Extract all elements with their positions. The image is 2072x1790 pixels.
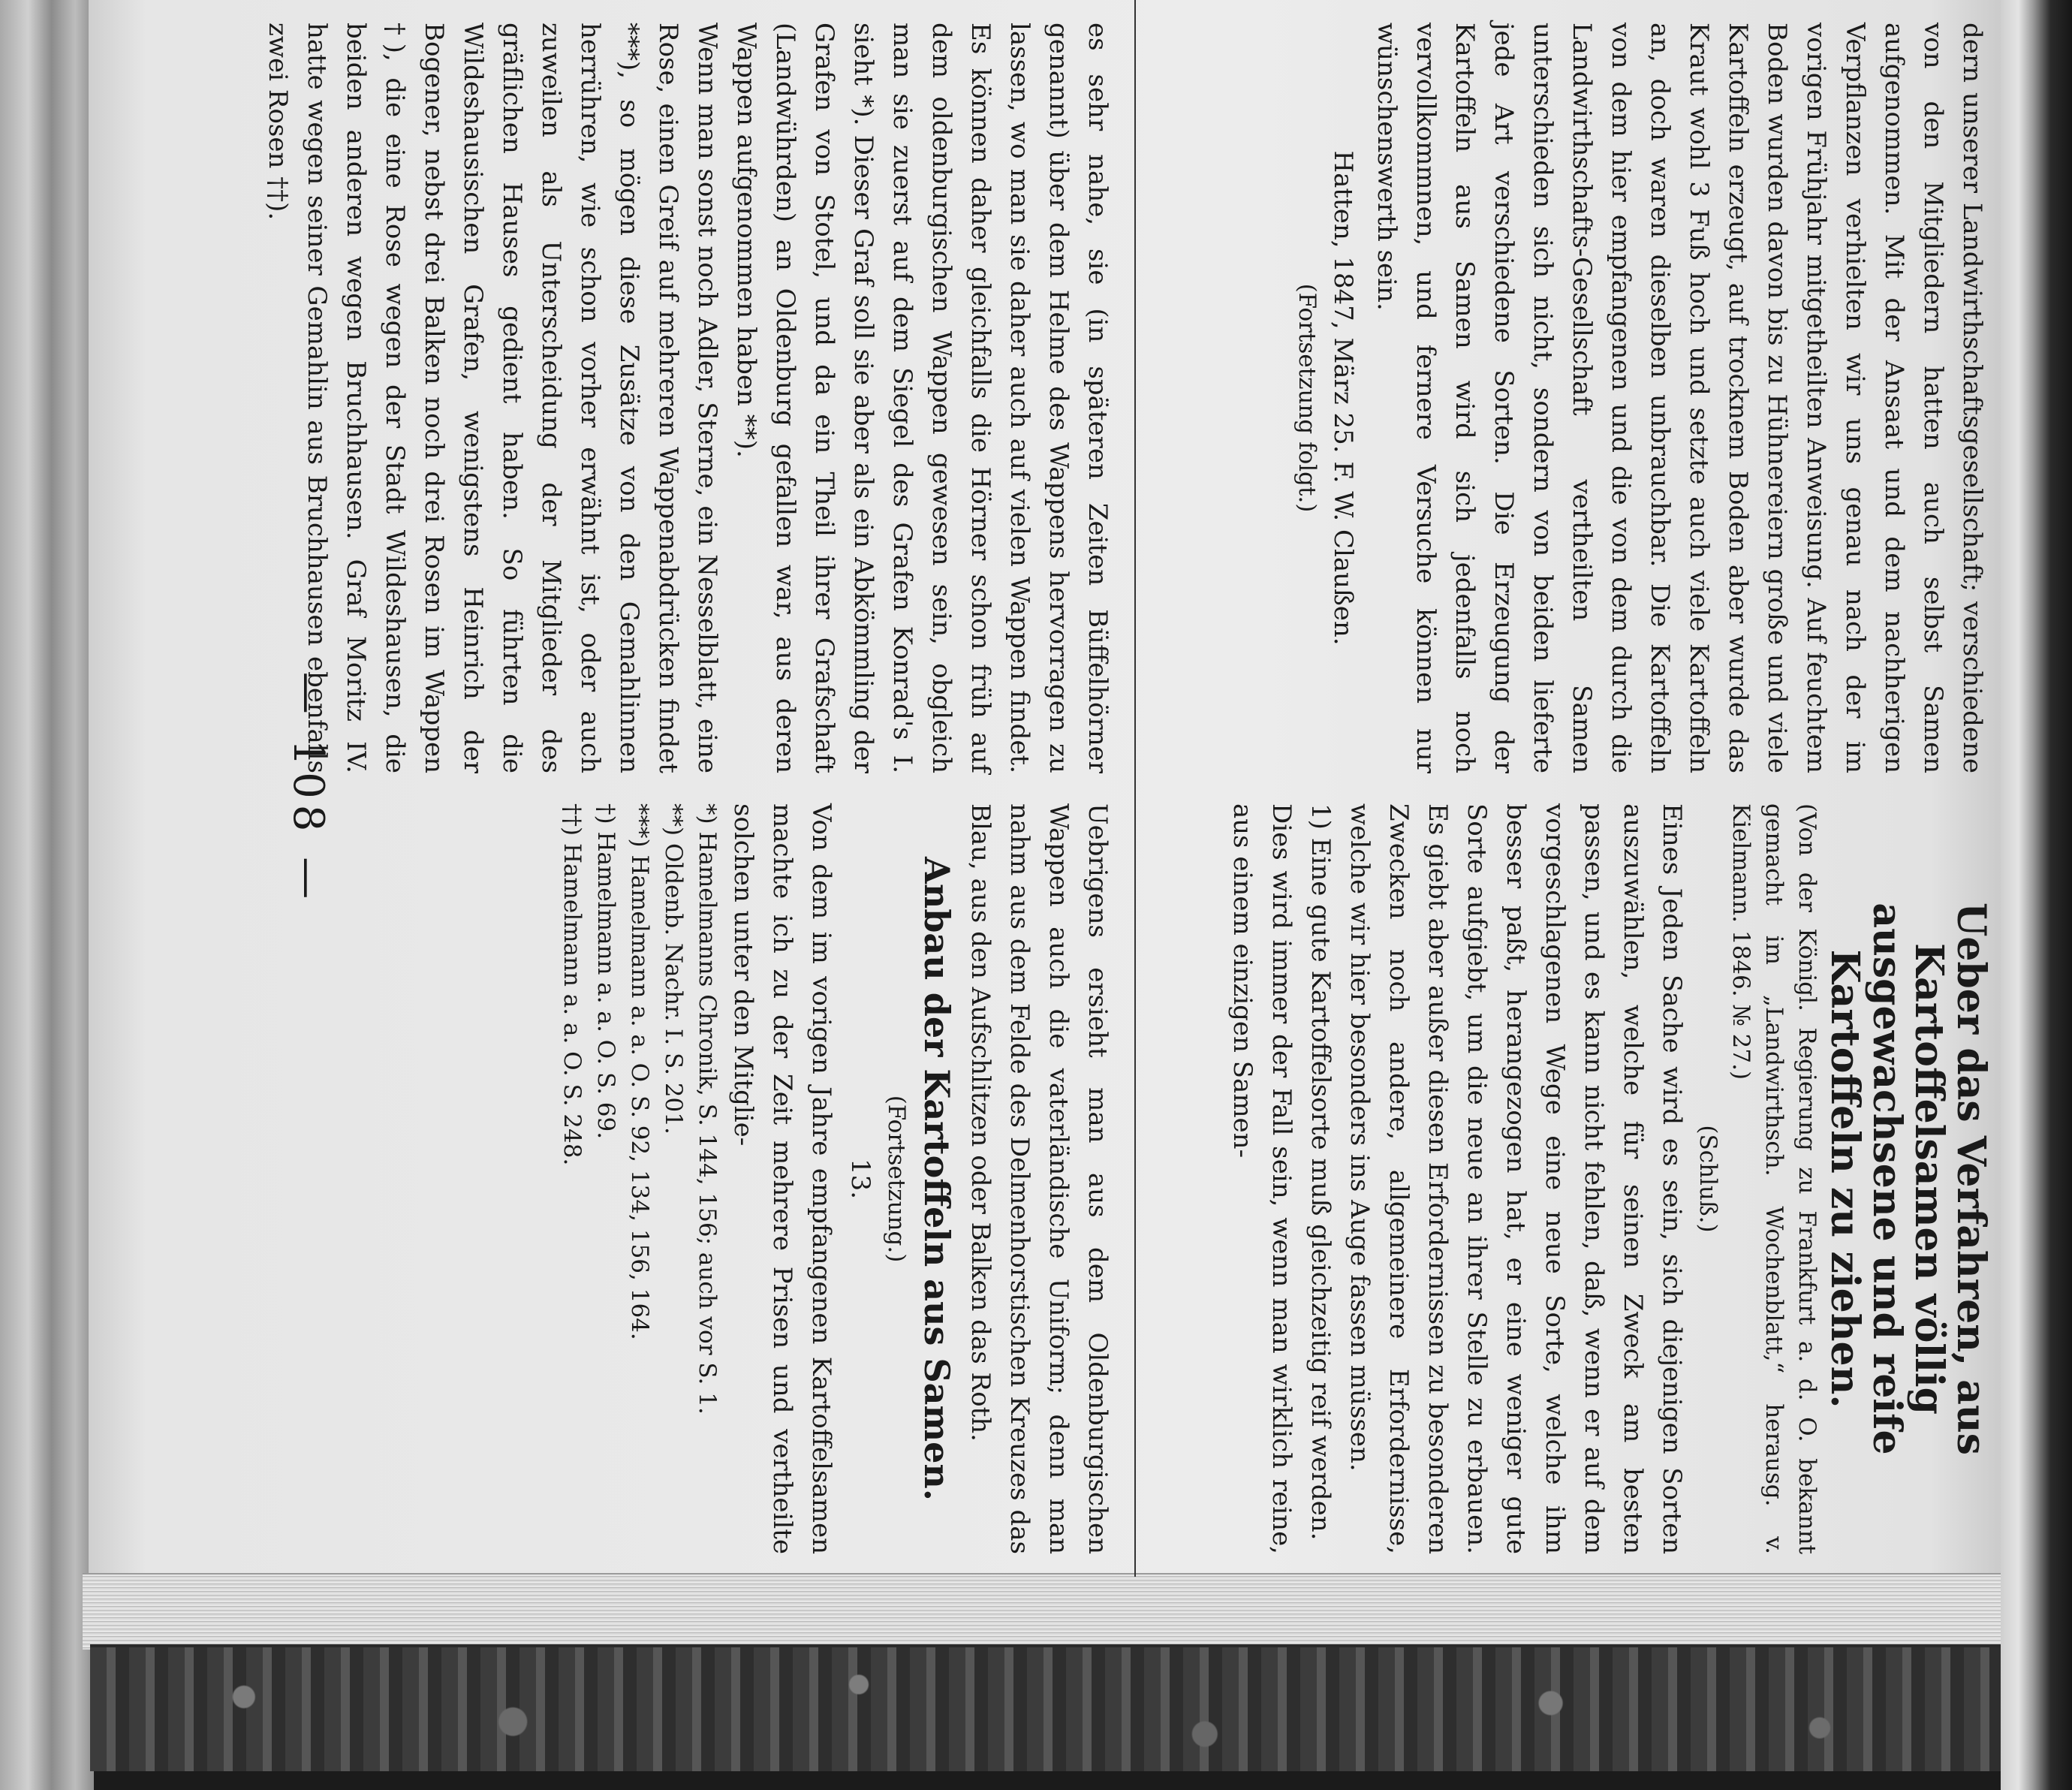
footnote: †) Hamelmann a. a. O. S. 69. xyxy=(592,803,619,1140)
left-paragraph-2: Wenn man sonst noch Adler, Sterne, ein Nesselblatt, eine Rose, einen Greif auf mehreren Wappenabdrücken findet ***), so mögen diese Zusätze von den Gemahlinnen herrühren, wie schon vorher erwähnt ist, oder auch zuweilen als Unterscheidung der Mitglieder des gräflichen Hauses gedient haben. So führten die Wildeshausischen Grafen, wenigstens Heinrich der Bogener, nebst drei Balken noch drei Rosen im Wappen †), die eine Rose wegen der Stadt Wildeshausen, die beiden anderen wegen Bruchhausen. Graf Moritz IV. hatte wegen seiner Gemahlin aus Bruchhausen ebenfalls zwei Rosen ††). xyxy=(263,23,722,773)
right-column-text-2 xyxy=(1143,803,1992,1554)
right-column-text xyxy=(1143,23,1992,773)
footnotes xyxy=(555,803,724,1554)
list-item-1: 1) Eine gute Kartoffelsorte muß gleichzeitig reif werden. xyxy=(1306,803,1336,1541)
left-paragraph-3: Uebrigens ersieht man aus dem Oldenburgischen Wappen auch die vaterländische Uniform; denn man nahm aus dem Felde des Delmenhorstischen Kreuzes das Blau, aus den Aufschlitzen oder Balken das Roth. xyxy=(965,803,1113,1554)
footnote: **) Oldenb. Nachr. I. S. 201. xyxy=(660,803,687,1135)
continuation-label: (Fortsetzung.) xyxy=(883,1095,910,1263)
page-edges xyxy=(83,1573,2019,1650)
footnote: *) Hamelmanns Chronik, S. 144, 156; auch vor S. 1. xyxy=(694,803,721,1415)
right-paragraph-1: dern unserer Landwirthschaftsgesellschaft; verschiedene von den Mitgliedern hatten auch selbst Samen aufgenommen. Mit der Ansaat und dem nachherigen Verpflanzen verhielten wir uns genau nach der im vorigen Frühjahr mitgetheilten Anweisung. Auf feuchtem Boden wurden davon bis zu Hühnereiern große und viele Kartoffeln erzeugt, auf trocknem Boden aber wurde das Kraut wohl 3 Fuß hoch und setzte auch viele Kartoffeln an, doch waren dieselben unbrauchbar. Die Kartoffeln von dem hier empfangenen und die von dem durch die Landwirthschafts-Gesellschaft vertheilten Samen unterschieden sich nicht, sondern von beiden lieferte jede Art verschiedene Sorten. Die Erzeugung der Kartoffeln aus Samen wird sich jedenfalls noch vervollkommnen, und fernere Versuche können nur wünschenswerth sein. xyxy=(1372,23,1987,773)
section-title: Anbau der Kartoffeln aus Samen. xyxy=(917,857,957,1501)
section-number: 13. xyxy=(845,1158,875,1200)
article-source: (Von der Königl. Regierung zu Frankfurt a. d. O. bekannt gemacht im „Landwirthsch. Wochenblatt,“ herausg. v. Kielmann. 1846. № 27.) xyxy=(1727,803,1821,1554)
page-number: — 108 — xyxy=(284,671,333,906)
rotated-page-content xyxy=(100,0,2007,1577)
book-spine xyxy=(0,0,94,1790)
left-paragraph-4: Von dem im vorigen Jahre empfangenen Kartoffelsamen machte ich zu der Zeit mehrere Prisen und vertheilte solchen unter den Mitglie- xyxy=(728,803,836,1554)
article-title: Ueber das Verfahren, aus Kartoffelsamen völlig ausgewachsene und reife Kartoffeln zu ziehen. xyxy=(1822,903,1994,1455)
right-paragraph-2: Eines Jeden Sache wird es sein, sich diejenigen Sorten auszuwählen, welche für seinen Zweck am besten passen, und es kann nicht fehlen, daß, wenn er auf dem vorgeschlagenen Wege eine neue Sorte, welche ihm besser paßt, herangezogen hat, er eine weniger gute Sorte aufgiebt, um die neue an ihrer Stelle zu erbauen. Es giebt aber außer diesen Erfordernissen zu besonderen Zwecken noch andere, allgemeinere Erfordernisse, welche wir hier besonders ins Auge fassen müssen. xyxy=(1345,803,1687,1554)
marbled-cover-board xyxy=(90,1644,2012,1771)
page-right-edge xyxy=(2001,0,2072,1790)
signature-line: Hatten, 1847, März 25. F. W. Claußen. xyxy=(1328,150,1358,646)
conclusion-label: (Schluß.) xyxy=(1694,1125,1721,1233)
footnote: ††) Hamelmann a. a. O. S. 248. xyxy=(559,803,586,1166)
column-divider xyxy=(1134,0,1136,1577)
left-column-text-2 xyxy=(344,803,1117,1554)
right-paragraph-3: Dies wird immer der Fall sein, wenn man wirklich reine, aus einem einzigen Samen- xyxy=(1227,803,1297,1554)
continued-note: (Fortsetzung folgt.) xyxy=(1293,283,1321,513)
left-paragraph-1: es sehr nahe, sie (in späteren Zeiten Büffelhörner genannt) über dem Helme des Wappens hervorragen zu lassen, wo man sie daher auch auf vielen Wappen findet. Es können daher gleichfalls die Hörner schon früh auf dem oldenburgischen Wappen gewesen sein, obgleich man sie zuerst auf dem Siegel des Grafen Konrad's I. sieht *). Dieser Graf soll sie aber als ein Abkömmling der Grafen von Stotel, und da ein Theil ihrer Grafschaft (Landwührden) an Oldenburg gefallen war, aus deren Wappen aufgenommen haben **). xyxy=(731,23,1113,773)
left-column-text xyxy=(263,23,1117,773)
footnote: ***) Hamelmann a. a. O. S. 92, 134, 156, 164. xyxy=(626,803,653,1340)
